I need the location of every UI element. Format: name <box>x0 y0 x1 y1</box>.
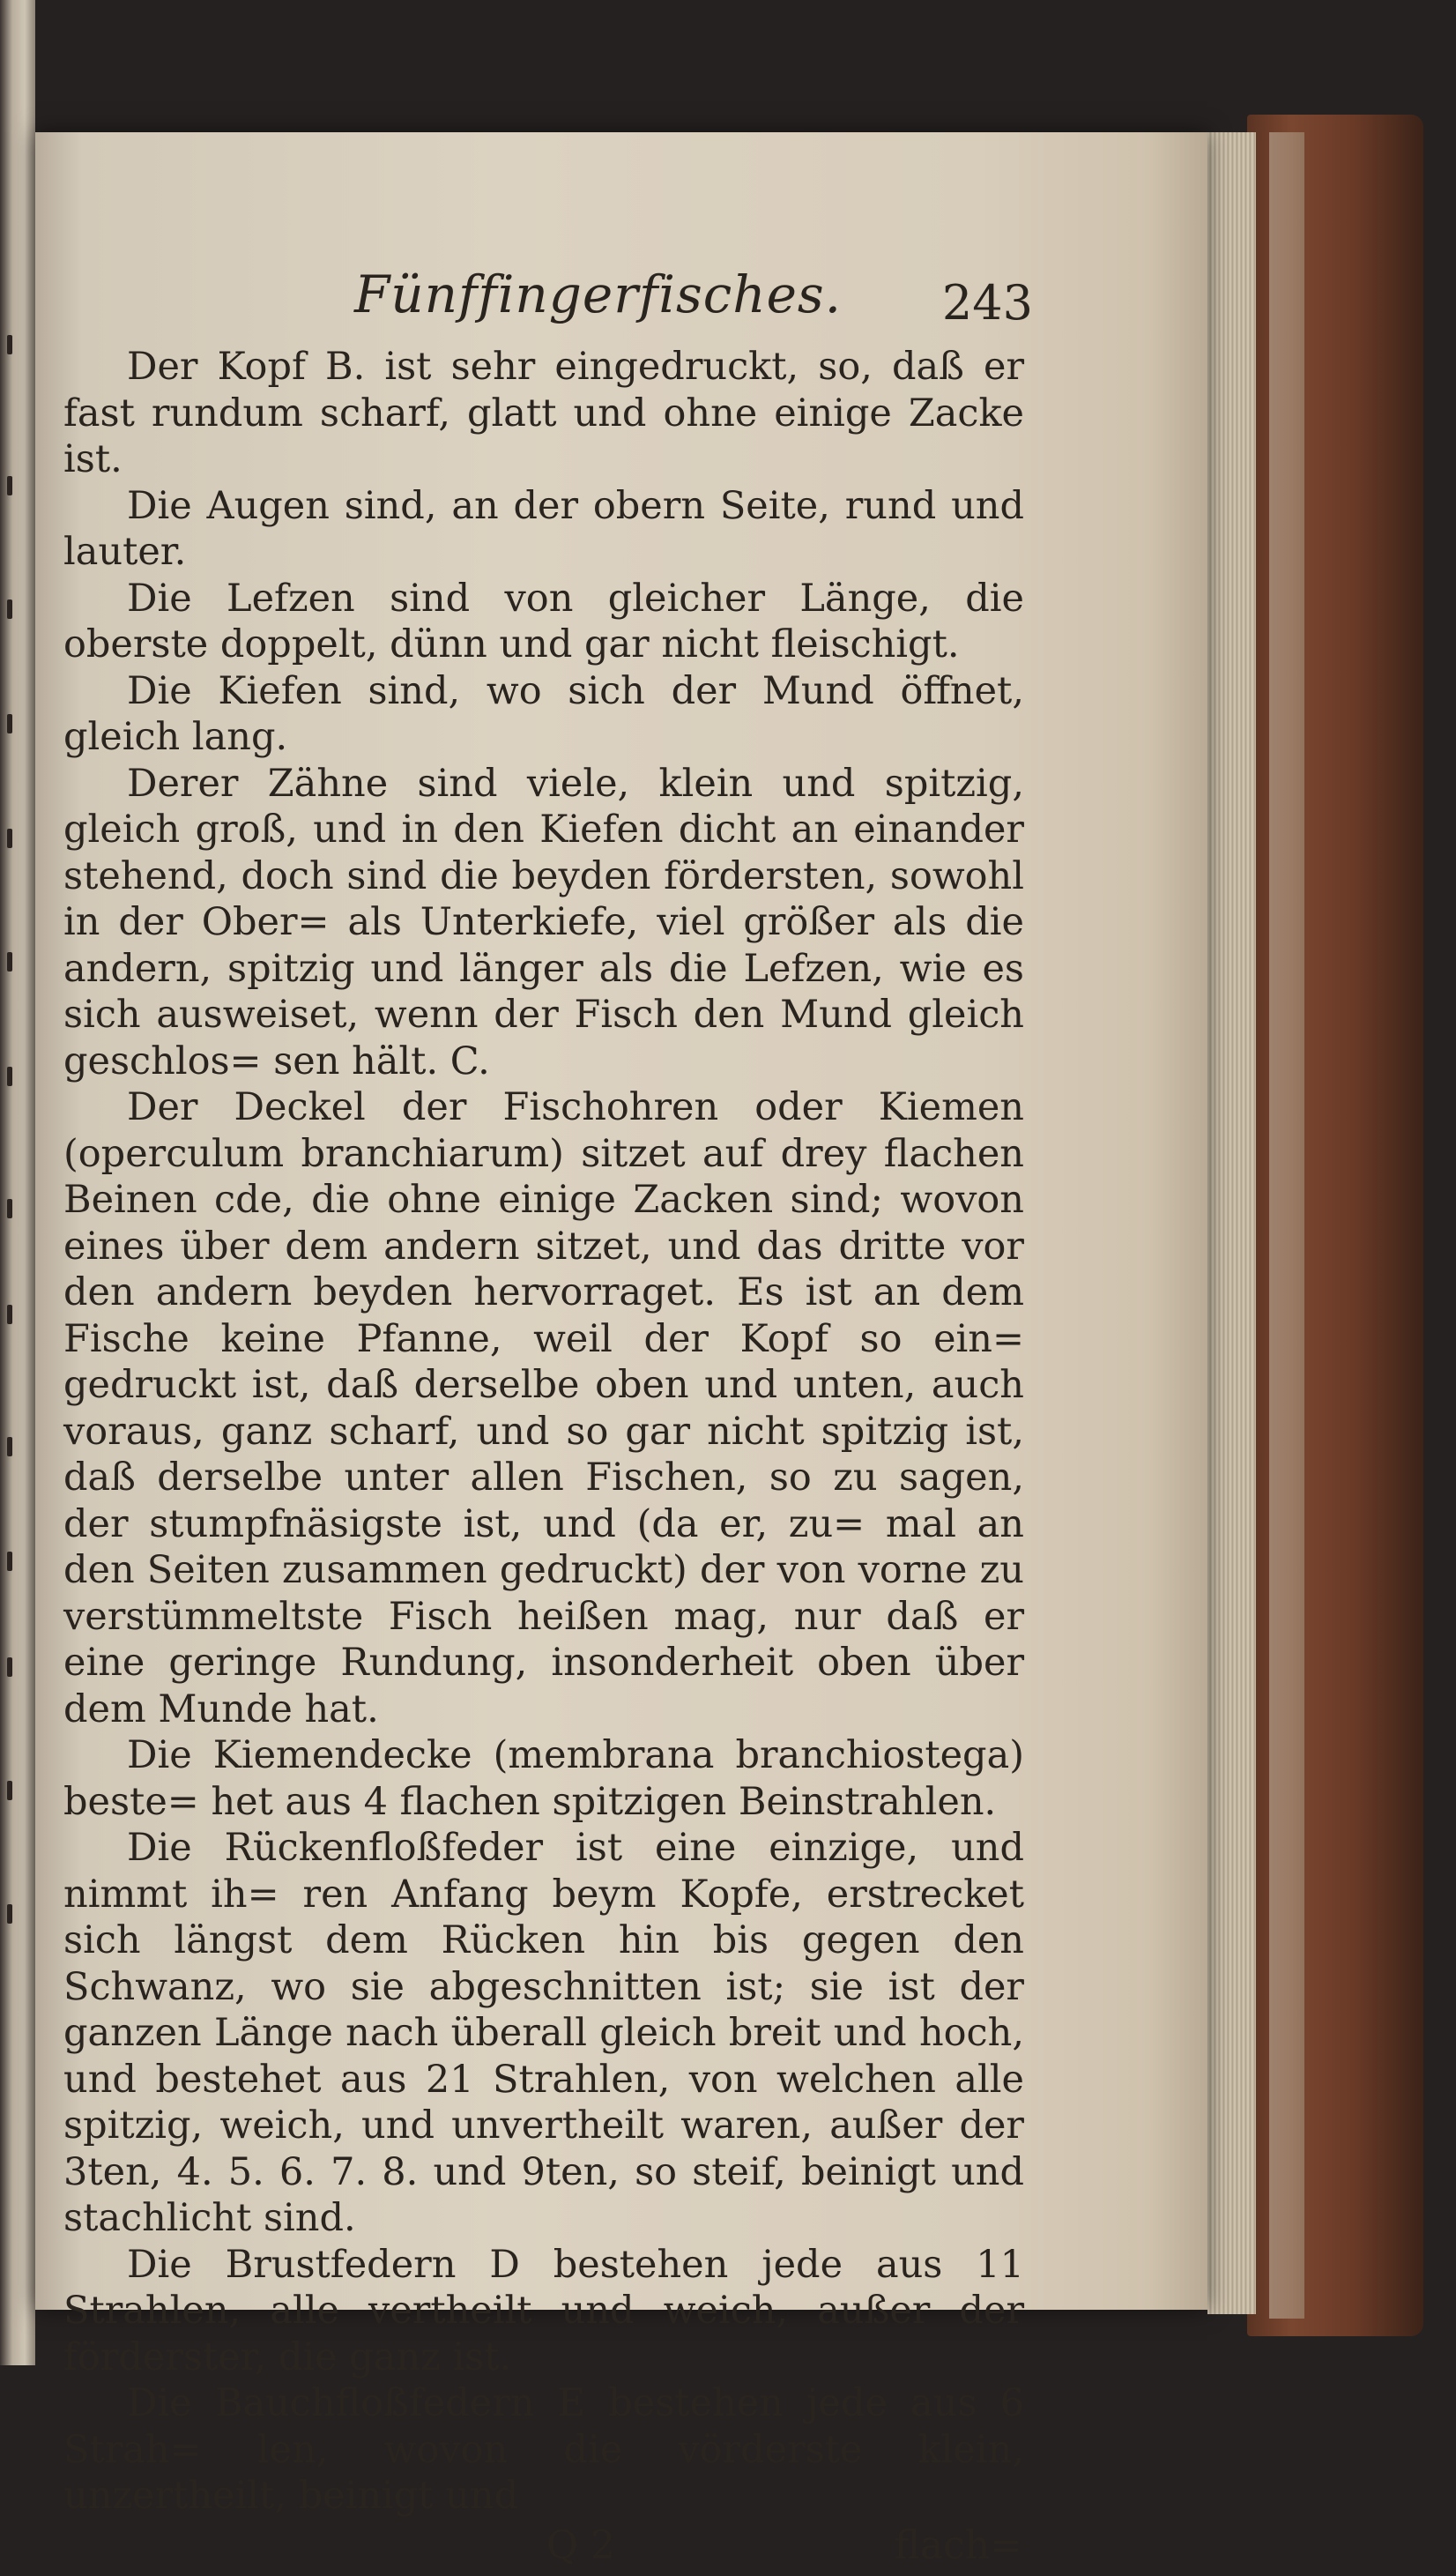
page-fore-edge <box>1207 132 1256 2314</box>
page-text <box>63 256 1033 2576</box>
catchword: flach= <box>894 2522 1022 2568</box>
page-footer <box>63 2523 1024 2576</box>
page-header <box>63 256 1033 344</box>
paragraph-teeth: Derer Zähne sind viele, klein und spitzig, gleich groß, und in den Kiefen dicht an einander stehend, doch sind die beyden fördersten, sowohl in der Ober= als Unterkiefe, viel größer als die andern, spitzig und länger als die Lefzen, wie es sich ausweiset, wenn der Fisch den Mund gleich geschlos= sen hält. C. <box>63 761 1024 1083</box>
left-page-edge <box>0 0 35 2365</box>
paragraph-gill-membrane: Die Kiemendecke (membrana branchiostega) beste= het aus 4 flachen spitzigen Beinstrahlen. <box>63 1733 1024 1824</box>
paragraph-pectoral-fins: Die Brustfedern D bestehen jede aus 11 Strahlen, alle vertheilt und weich, außer der förderster, die ganz ist. <box>63 2242 1024 2379</box>
paragraph-pelvic-fins: Die Bauchfloßfedern E bestehen jede aus 6 Strah= len, wovon die vörderste klein, unzertheilt, beinigt und <box>63 2381 1024 2518</box>
cover-rim <box>1269 132 1304 2319</box>
left-page-text-fragments <box>2 335 28 2010</box>
signature-mark: Q 2 <box>546 2522 616 2568</box>
paragraph-gill-cover: Der Deckel der Fischohren oder Kiemen (operculum branchiarum) sitzet auf drey flachen Beinen cde, die ohne einige Zacken sind; wovon eines über dem andern sitzet, und das dritte vor den andern beyden hervorraget. Es ist an dem Fische keine Pfanne, weil der Kopf so ein= gedruckt ist, daß derselbe oben und unten, auch voraus, ganz scharf, und so gar nicht spitzig ist, daß derselbe unter allen Fischen, so zu sagen, der stumpfnäsigste ist, und (da er, zu= mal an den Seiten zusammen gedruckt) der von vorne zu verstümmeltste Fisch heißen mag, nur daß er eine geringe Rundung, insonderheit oben über dem Munde hat. <box>63 1085 1024 1731</box>
paragraph-head: Der Kopf B. ist sehr eingedruckt, so, daß er fast rundum scharf, glatt und ohne einige Zacke ist. <box>63 345 1024 481</box>
paragraph-lips: Die Lefzen sind von gleicher Länge, die oberste doppelt, dünn und gar nicht fleischigt. <box>63 576 1024 666</box>
page-number: 243 <box>941 275 1033 331</box>
running-head: Fünffingerfisches. <box>354 264 843 324</box>
paragraph-dorsal-fin: Die Rückenfloßfeder ist eine einzige, und nimmt ih= ren Anfang beym Kopfe, erstrecket sich längst dem Rücken hin bis gegen den Schwanz, wo sie abgeschnitten ist; sie ist der ganzen Länge nach überall gleich breit und hoch, und bestehet aus 21 Strahlen, von welchen alle spitzig, weich, und unvertheilt waren, außer der 3ten, 4. 5. 6. 7. 8. und 9ten, so steif, beinigt und stachlicht sind. <box>63 1826 1024 2240</box>
paragraph-eyes: Die Augen sind, an der obern Seite, rund und lauter. <box>63 483 1024 574</box>
paragraph-jaws: Die Kiefen sind, wo sich der Mund öffnet, gleich lang. <box>63 668 1024 759</box>
